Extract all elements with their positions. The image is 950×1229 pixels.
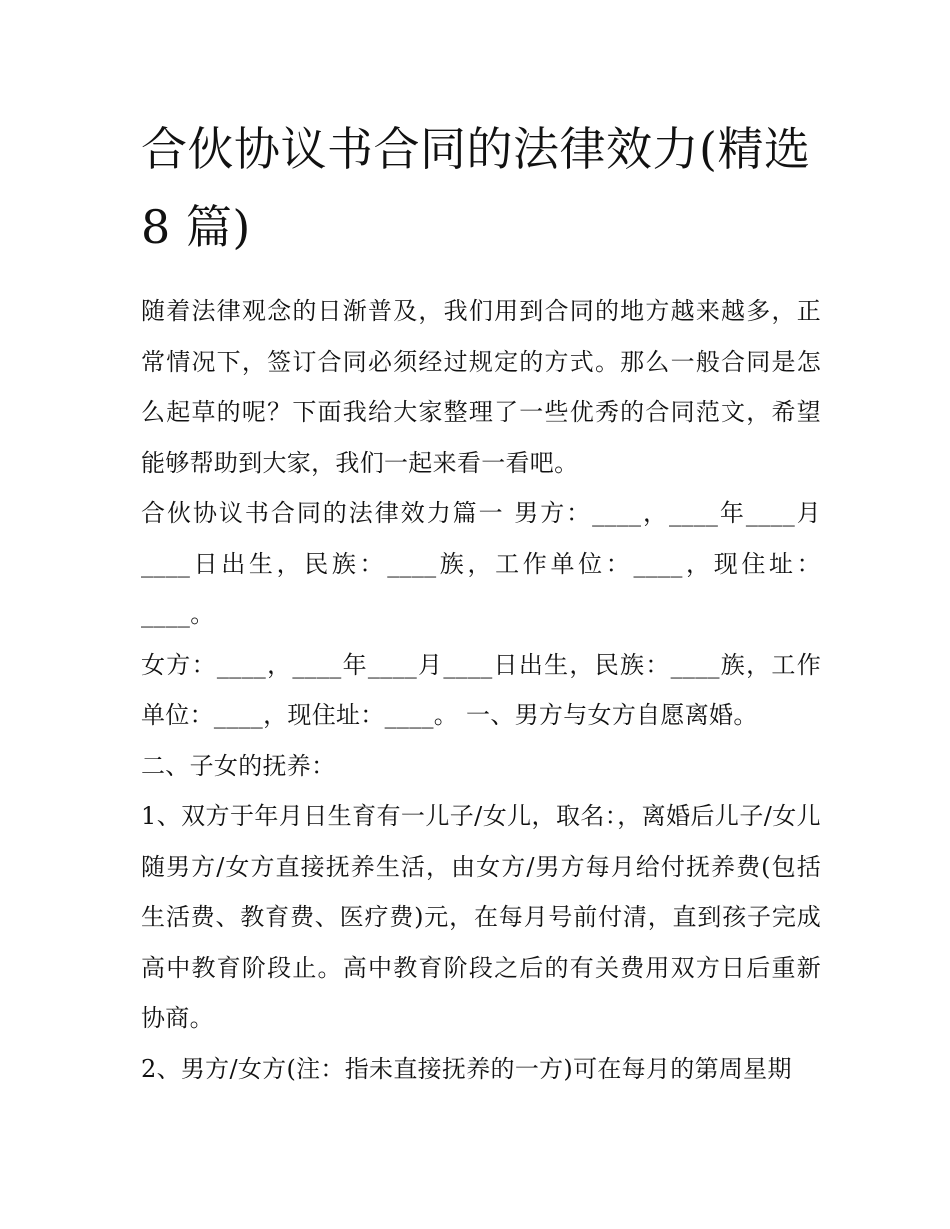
document-title: 合伙协议书合同的法律效力(精选 8 篇) [141, 122, 811, 254]
female-party-paragraph: 女方：____，____年____月____日出生，民族：____族，工作单位：____，现住址：____。 一、男方与女方自愿离婚。 [141, 650, 821, 729]
section-heading-child-custody: 二、子女的抚养： [141, 751, 336, 780]
document-page [141, 110, 821, 1094]
intro-paragraph: 随着法律观念的日渐普及，我们用到合同的地方越来越多，正常情况下，签订合同必须经过规定的方式。那么一般合同是怎么起草的呢？下面我给大家整理了一些优秀的合同范文，希望能够帮助到大家，我们一起来看一看吧。 [141, 297, 821, 477]
clause-1-paragraph: 1、双方于年月日生育有一儿子/女儿，取名：，离婚后儿子/女儿随男方/女方直接抚养生活，由女方/男方每月给付抚养费(包括生活费、教育费、医疗费)元，在每月号前付清，直到孩子完成高中教育阶段止。高中教育阶段之后的有关费用双方日后重新协商。 [141, 802, 821, 1032]
male-party-paragraph: 合伙协议书合同的法律效力篇一 男方：____，____年____月____日出生，民族：____族，工作单位：____，现住址：____。 [141, 499, 821, 628]
document-body [141, 286, 821, 1094]
clause-2-paragraph: 2、男方/女方(注：指未直接抚养的一方)可在每月的第周星期 [141, 1054, 792, 1083]
